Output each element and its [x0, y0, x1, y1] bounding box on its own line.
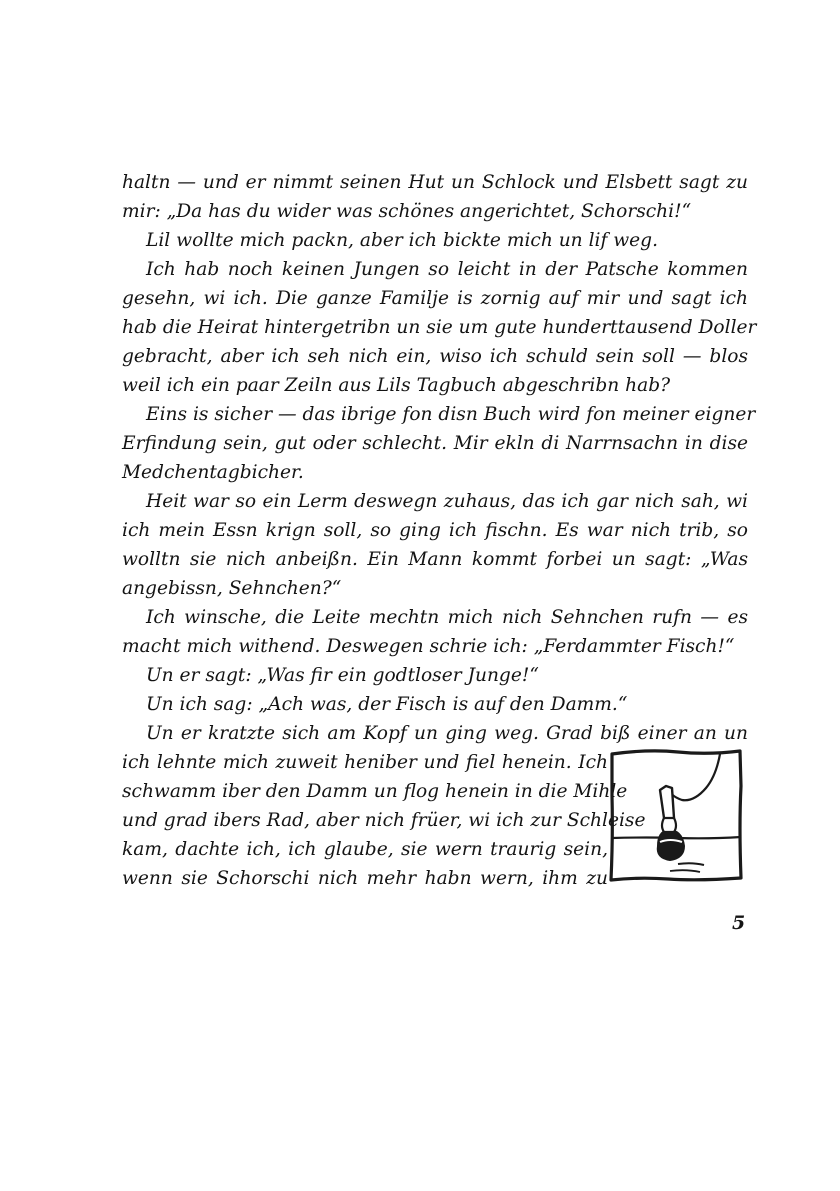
text-line: Ich hab noch keinen Jungen so leicht in der Patsche kommen: [146, 259, 748, 280]
text-line: Un ich sag: „Ach was, der Fisch is auf den Damm.“: [146, 694, 628, 715]
text-line: Un er kratzte sich am Kopf un ging weg. Grad biß einer an un: [146, 723, 748, 744]
text-line: wolltn sie nich anbeißn. Ein Mann kommt forbei un sagt: „Was: [122, 549, 748, 570]
text-line: Medchentagbicher.: [122, 462, 304, 483]
text-line: Ich winsche, die Leite mechtn mich nich Sehnchen rufn — es: [146, 607, 748, 628]
text-line: wenn sie Schorschi nich mehr habn wern, ihm zu: [122, 868, 608, 889]
text-line: Lil wollte mich packn, aber ich bickte mich un lif weg.: [146, 230, 658, 251]
text-line: schwamm iber den Damm un flog henein in die Mihle: [122, 781, 628, 802]
text-line: ich mein Essn krign soll, so ging ich fischn. Es war nich trib, so: [122, 520, 748, 541]
text-line: und grad ibers Rad, aber nich früer, wi ich zur Schleise: [122, 810, 646, 831]
text-line: macht mich withend. Deswegen schrie ich: „Ferdammter Fisch!“: [122, 636, 735, 657]
text-line: angebissn, Sehnchen?“: [122, 578, 342, 599]
text-line: Heit war so ein Lerm deswegn zuhaus, das ich gar nich sah, wi: [146, 491, 748, 512]
text-line: gebracht, aber ich seh nich ein, wiso ich schuld sein soll — blos: [122, 346, 748, 367]
text-line: ich lehnte mich zuweit heniber und fiel henein. Ich: [122, 752, 608, 773]
text-line: weil ich ein paar Zeiln aus Lils Tagbuch abgeschribn hab?: [122, 375, 671, 396]
text-line: kam, dachte ich, ich glaube, sie wern traurig sein,: [122, 839, 608, 860]
text-line: gesehn, wi ich. Die ganze Familje is zornig auf mir und sagt ich: [122, 288, 748, 309]
text-line: haltn — und er nimmt seinen Hut un Schlock und Elsbett sagt zu: [122, 172, 748, 193]
fishing-float-illustration: [608, 746, 744, 884]
text-line: Erfindung sein, gut oder schlecht. Mir ekln di Narrnsachn in dise: [122, 433, 748, 454]
text-line: Eins is sicher — das ibrige fon disn Buch wird fon meiner eigner: [146, 404, 756, 425]
text-line: Un er sagt: „Was fir ein godtloser Junge!“: [146, 665, 539, 686]
text-line: mir: „Da has du wider was schönes angerichtet, Schorschi!“: [122, 201, 692, 222]
text-line: hab die Heirat hintergetribn un sie um gute hunderttausend Doller: [122, 317, 757, 338]
page-number: 5: [732, 912, 746, 934]
